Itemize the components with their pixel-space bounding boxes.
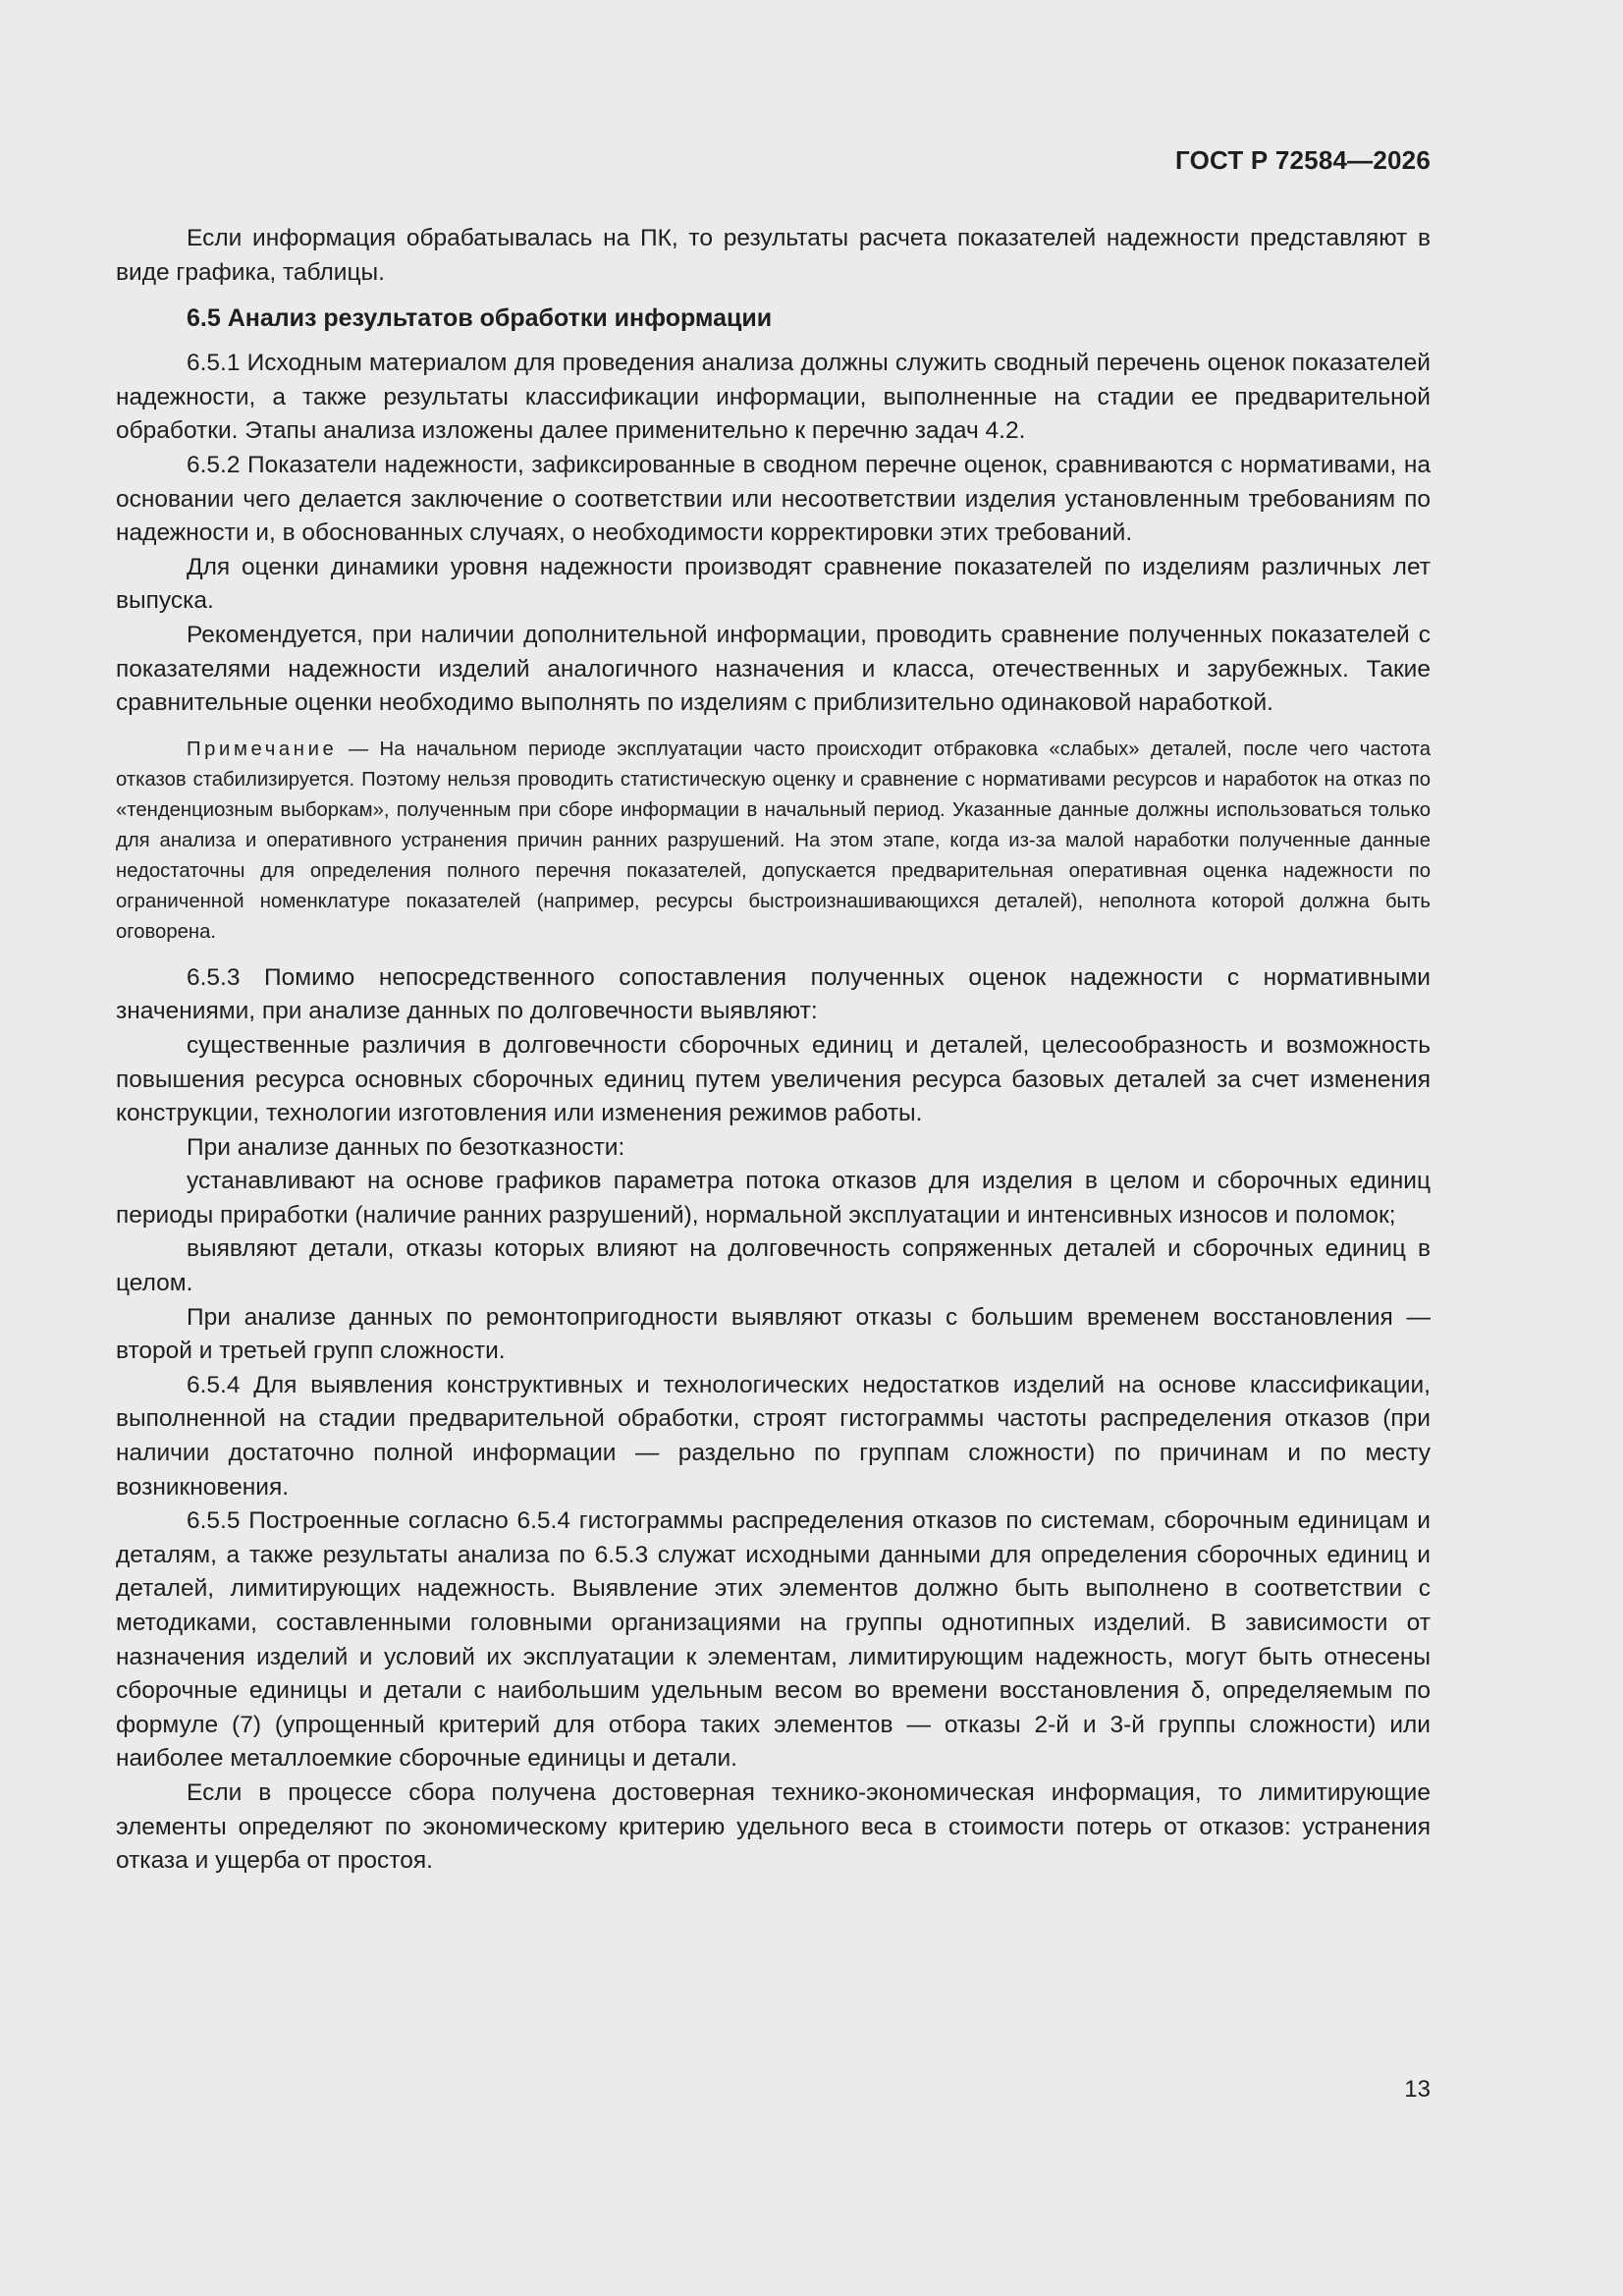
paragraph-6-5-5: 6.5.5 Построенные согласно 6.5.4 гистограммы распределения отказов по системам, сборочным единицам и деталям, а также результаты анализа по 6.5.3 служат исходными данными для определения сборочных единиц и деталей, лимитирующих надежность. Выявление этих элементов должно быть выполнено в соответствии с методиками, составленными головными организациями на группы однотипных изделий. В зависимости от назначения изделий и условий их эксплуатации к элементам, лимитирующим надежность, могут быть отнесены сборочные единицы и детали с наибольшим удельным весом во времени восстановления δ, определяемым по формуле (7) (упрощенный критерий для отбора таких элементов — отказы 2-й и 3-й группы сложности) или наиболее металлоемкие сборочные единицы и детали. (116, 1507, 1431, 1773)
paragraph-critical-parts: выявляют детали, отказы которых влияют на долговечность сопряженных деталей и сборочных единиц в целом. (116, 1235, 1431, 1297)
note-block (116, 735, 1431, 948)
paragraph-durability-differences: существенные различия в долговечности сборочных единиц и деталей, целесообразность и возможность повышения ресурса основных сборочных единиц путем увеличения ресурса базовых деталей за счет изменения конструкции, технологии изготовления или изменения режимов работы. (116, 1031, 1431, 1127)
paragraph-recommendation: Рекомендуется, при наличии дополнительной информации, проводить сравнение полученных показателей с показателями надежности изделий аналогичного назначения и класса, отечественных и зарубежных. Такие сравнительные оценки необходимо выполнять по изделиям с приблизительно одинаковой наработкой. (116, 621, 1431, 717)
section-heading-6-5: 6.5 Анализ результатов обработки информации (187, 304, 773, 333)
paragraph-dynamics: Для оценки динамики уровня надежности производят сравнение показателей по изделиям различных лет выпуска. (116, 553, 1431, 615)
document-body (116, 222, 1431, 1879)
page-number: 13 (1404, 2076, 1431, 2103)
paragraph-6-5-3: 6.5.3 Помимо непосредственного сопоставления полученных оценок надежности с нормативными значениями, при анализе данных по долговечности выявляют: (116, 963, 1431, 1025)
paragraph-maintainability: При анализе данных по ремонтопригодности выявляют отказы с большим временем восстановления — второй и третьей групп сложности. (116, 1303, 1431, 1365)
document-header: ГОСТ Р 72584—2026 (1175, 145, 1431, 175)
paragraph-6-5-4: 6.5.4 Для выявления конструктивных и технологических недостатков изделий на основе классификации, выполненной на стадии предварительной обработки, строят гистограммы частоты распределения отказов (при наличии достаточно полной информации — раздельно по группам сложности) по причинам и по месту возникновения. (116, 1371, 1431, 1501)
paragraph-reliability-analysis: При анализе данных по безотказности: (187, 1133, 625, 1161)
paragraph-failure-flow: устанавливают на основе графиков параметра потока отказов для изделия в целом и сборочных единиц периоды приработки (наличие ранних разрушений), нормальной эксплуатации и интенсивных износов и поломок; (116, 1168, 1431, 1229)
paragraph-6-5-1: 6.5.1 Исходным материалом для проведения анализа должны служить сводный перечень оценок показателей надежности, а также результаты классификации информации, выполненные на стадии ее предварительной обработки. Этапы анализа изложены далее применительно к перечню задач 4.2. (116, 350, 1431, 445)
note-label: Примечание (187, 738, 338, 760)
note-text: — На начальном периоде эксплуатации часто происходит отбраковка «слабых» деталей, после чего частота отказов стабилизируется. Поэтому нельзя проводить статистическую оценку и сравнение с нормативами ресурсов и наработок на отказ по «тенденциозным выборкам», полученным при сборе информации в начальный период. Указанные данные должны использоваться только для анализа и оперативного устранения причин ранних разрушений. На этом этапе, когда из-за малой наработки полученные данные недостаточны для определения полного перечня показателей, допускается предварительная оперативная оценка надежности по ограниченной номенклатуре показателей (например, ресурсы быстроизнашивающихся деталей), неполнота которой должна быть оговорена. (116, 738, 1431, 943)
paragraph-economic-criterion: Если в процессе сбора получена достоверная технико-экономическая информация, то лимитирующие элементы определяют по экономическому критерию удельного веса в стоимости потерь от отказов: устранения отказа и ущерба от простоя. (116, 1778, 1431, 1875)
paragraph-6-5-2: 6.5.2 Показатели надежности, зафиксированные в сводном перечне оценок, сравниваются с нормативами, на основании чего делается заключение о соответствии или несоответствии изделия установленным требованиям по надежности и, в обоснованных случаях, о необходимости корректировки этих требований. (116, 451, 1431, 547)
paragraph-pc-results: Если информация обрабатывалась на ПК, то результаты расчета показателей надежности представляют в виде графика, таблицы. (116, 225, 1431, 286)
